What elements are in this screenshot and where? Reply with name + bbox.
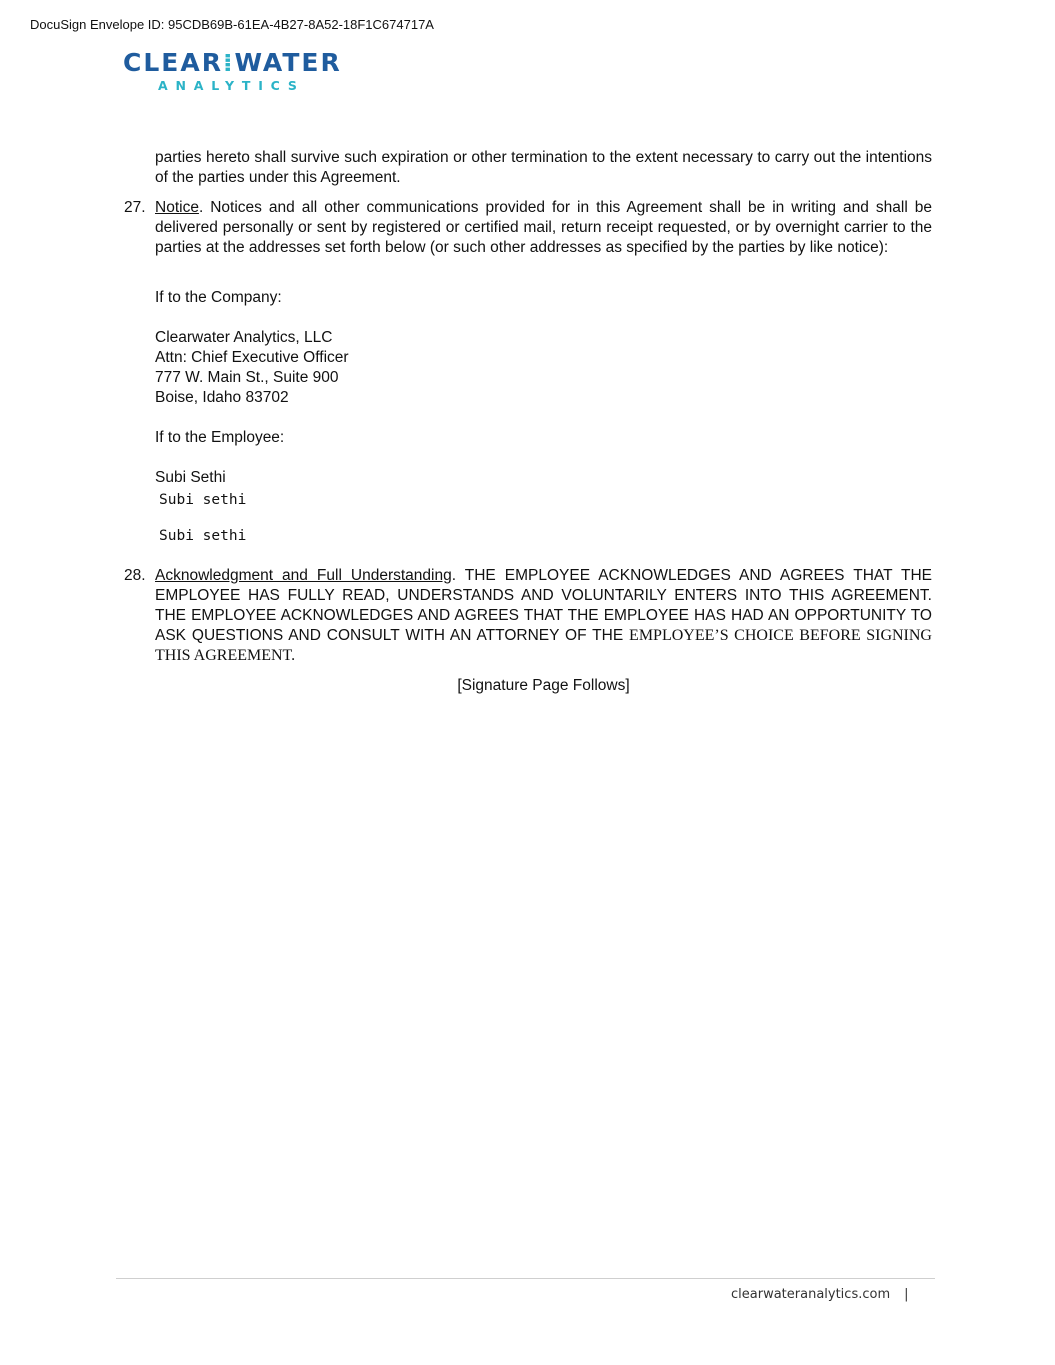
section-28: [120, 566, 932, 666]
section-27: [120, 198, 932, 258]
logo-wordmark: [123, 48, 353, 78]
logo-text-water: WATER: [234, 48, 342, 77]
clearwater-logo: [123, 48, 353, 94]
logo-mark: ⁞: [222, 48, 235, 77]
logo-text-clear: CLEAR: [123, 48, 223, 77]
company-address-line: Clearwater Analytics, LLC: [155, 329, 333, 346]
company-label: If to the Company:: [155, 289, 282, 306]
document-body: [120, 148, 932, 696]
logo-subtitle: ANALYTICS: [158, 78, 305, 93]
section-28-number: 28.: [124, 567, 146, 584]
employee-label: If to the Employee:: [155, 429, 285, 446]
company-address-line: Attn: Chief Executive Officer: [155, 349, 349, 366]
employee-field-1: Subi sethi: [159, 492, 247, 508]
company-address: [120, 328, 932, 408]
footer-separator: |: [904, 1287, 909, 1302]
company-address-line: 777 W. Main St., Suite 900: [155, 369, 339, 386]
continuation-paragraph: parties hereto shall survive such expiration or other termination to the extent necessary to carry out the intentions of the parties under this Agreement.: [155, 149, 932, 186]
company-address-line: Boise, Idaho 83702: [155, 389, 289, 406]
section-28-text: . THE EMPLOYEE ACKNOWLEDGES AND AGREES THAT THE EMPLOYEE HAS FULLY READ, UNDERSTANDS AND VOLUNTARILY ENTERS INTO THIS AGREEMENT. THE EMPLOYEE ACKNOWLEDGES AND AGREES THAT THE EMPLOYEE HAS HAD AN OPPORTUNITY TO ASK QUESTIONS AND CONSULT WITH AN ATTORNEY OF THE: [155, 567, 932, 644]
section-28-text-end: EMPLOYEE’S CHOICE BEFORE SIGNING THIS AGREEMENT.: [155, 627, 932, 664]
footer-divider: [116, 1278, 935, 1279]
employee-field-2: Subi sethi: [159, 528, 247, 544]
section-27-heading: Notice: [155, 199, 199, 216]
footer: [731, 1287, 909, 1302]
section-27-text: . Notices and all other communications provided for in this Agreement shall be in writing and shall be delivered personally or sent by registered or certified mail, return receipt requested, or by overnight carrier to the parties at the addresses set forth below (or such other addresses as specified by the parties by like notice):: [155, 199, 932, 256]
employee-name: Subi Sethi: [155, 469, 226, 486]
section-27-number: 27.: [124, 199, 146, 216]
section-28-heading: Acknowledgment and Full Understanding: [155, 567, 452, 584]
docusign-envelope-id: DocuSign Envelope ID: 95CDB69B-61EA-4B27-8A52-18F1C674717A: [30, 17, 434, 32]
signature-page-note: [Signature Page Follows]: [457, 677, 630, 694]
footer-website: clearwateranalytics.com: [731, 1287, 891, 1302]
